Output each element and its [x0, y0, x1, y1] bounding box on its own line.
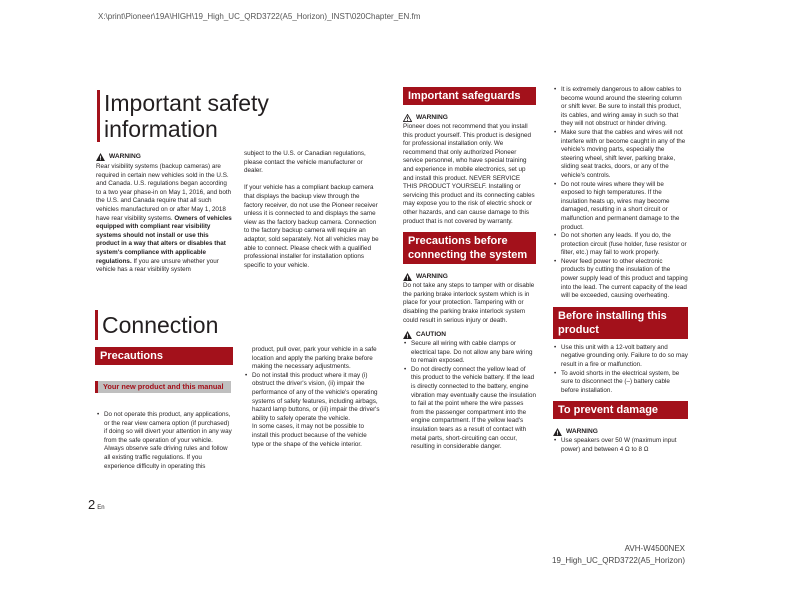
sub-bar-new-product: Your new product and this manual [95, 381, 231, 393]
safety-col1-intro: Rear visibility systems (backup cameras) are required in certain new vehicles sold in the U.S. and Canada. U.S. regulations began according to a two year phase-in on May 1, 2016, and both the U.S. and Canada require that all such vehicles manufactured on or after May 1, 2018 have rear visibility systems. [96, 163, 232, 222]
list-item: • Do not operate this product, any applications, or the rear view camera option (if purchased) if doing so will divert your attention in any way from the safe operation of your vehicle. Always observe safe driving rules and follow all existing traffic regulations. If you experience difficulty in operating this [104, 411, 232, 471]
warning-icon [403, 114, 412, 122]
prevent-list [553, 437, 688, 454]
connection-col2-end: In some cases, it may not be possible to install this product because of the vehicle type or the shape of the vehicle interior. [252, 423, 367, 448]
list-item: • Use this unit with a 12-volt battery and negative grounding only. Failure to do so may result in a fire or malfunction. [561, 344, 688, 370]
caution-icon [403, 331, 412, 339]
warning-icon [403, 273, 412, 281]
col3 [403, 87, 536, 452]
connection-col2-cont: product, pull over, park your vehicle in a safe location and apply the parking brake before making the necessary adjustments. [252, 346, 377, 371]
safety-col1-text [96, 163, 232, 275]
warning-label: WARNING [416, 114, 448, 121]
list-item: • Never feed power to other electronic products by cutting the insulation of the power supply lead of this product and tapping into the lead. The current capacity of the lead will be exceeded, causing overheating. [561, 258, 688, 301]
list-item: • Do not install this product where it may (i) obstruct the driver's vision, (ii) impair the performance of any of the vehicle's operating systems of safety features, including airbags, hazard lamp buttons, or (iii) impair the driver's ability to safely operate the vehicle. [252, 372, 380, 424]
warning-label: WARNING [416, 273, 448, 281]
safety-col2-text [244, 150, 380, 279]
warning-heading [96, 152, 232, 161]
list-item: • Use speakers over 50 W (maximum input power) and between 4 Ω to 8 Ω [561, 437, 688, 454]
precautions-before-bar: Precautions before connecting the system [403, 232, 536, 264]
page-number-suffix: En [97, 505, 105, 511]
connection-col1 [96, 411, 232, 471]
warning2-text: Do not take any steps to tamper with or disable the parking brake interlock system which is in place for your protection. Tampering with or disabling the parking brake interlock system could result in serious injury or death. [403, 282, 535, 324]
safeguards-bar: Important safeguards [403, 87, 536, 105]
list-item: • Secure all wiring with cable clamps or electrical tape. Do not allow any bare wiring to remain exposed. [411, 340, 536, 366]
footer-model [552, 543, 685, 567]
page-title-connection: Connection [95, 310, 242, 340]
safety-col2-para1: subject to the U.S. or Canadian regulations, please contact the vehicle manufacturer or dealer. [244, 150, 366, 175]
model-name: AVH-W4500NEX [624, 544, 685, 553]
page-number [88, 497, 105, 512]
precautions-bar: Precautions [95, 347, 233, 365]
warning-heading [553, 427, 688, 436]
list-item: • It is extremely dangerous to allow cables to become wound around the steering column or shift lever. Be sure to install this product, its cables, and wiring away in such so that they will not obstruct or hinder driving. [561, 86, 688, 129]
safeguards-text: Pioneer does not recommend that you install this product yourself. This product is designed for professional installation only. We recommend that only authorized Pioneer service personnel, who have special training and experience in mobile electronics, set up and install this product. NEVER SERVICE THIS PRODUCT YOURSELF. Installing or servicing this product and its connecting cables may expose you to the risk of electric shock or other hazards, and can cause damage to this product that is not covered by warranty. [403, 123, 535, 225]
warning-label: WARNING [566, 428, 598, 436]
caution-list [403, 340, 536, 452]
prevent-damage-bar: To prevent damage [553, 401, 688, 419]
safety-col1-bold: Owners of vehicles equipped with compliant rear visibility systems should not install or use this product in a way that alters or disables that system's compliance with applicable regulations. [96, 214, 232, 265]
title-line-2: information [104, 116, 218, 142]
title-line-1: Important safety [104, 90, 269, 116]
safety-warning-block [96, 152, 232, 275]
page-title-safety [97, 90, 304, 142]
caution-label: CAUTION [416, 331, 447, 339]
list-item: • Do not directly connect the yellow lead of this product to the vehicle battery. If the lead is directly connected to the battery, engine vibration may eventually cause the insulation to fail at the point where the wire passes from the passenger compartment into the engine compartment. If the yellow lead's insulation tears as a result of contact with metal parts, short-circuiting can occur, resulting in considerable danger. [411, 366, 536, 452]
list-item: • To avoid shorts in the electrical system, be sure to disconnect the (–) battery cable before installation. [561, 370, 688, 396]
before-installing-bar: Before installing this product [553, 307, 688, 339]
col4 [553, 86, 688, 455]
list-item: • Make sure that the cables and wires will not interfere with or become caught in any of the vehicle's moving parts, especially the steering wheel, shift lever, parking brake, sliding seat tracks, doors, or any of the vehicle's controls. [561, 129, 688, 181]
before-list [553, 344, 688, 396]
warning-label: WARNING [109, 153, 141, 160]
safety-col2-para2: If your vehicle has a compliant backup camera that displays the backup view through the factory receiver, do not use the Pioneer receiver unless it is connected to and displays the same view as the factory backup camera. Connection to the factory backup camera will require an adaptor, sold separately. Not all vehicles may be able to connect. Please check with a qualified professional installer for installation options specific to your vehicle. [244, 184, 379, 269]
page-number-value: 2 [88, 497, 96, 512]
file-path: X:\print\Pioneer\19A\HIGH\19_High_UC_QRD3722(A5_Horizon)_INST\020Chapter_EN.fm [98, 12, 421, 21]
warning-heading [403, 272, 536, 281]
warning-heading [403, 113, 536, 122]
warning-icon [96, 153, 105, 161]
safety-col1-end: If you are unsure whether your vehicle has a rear visibility system [96, 257, 219, 274]
connection-col2 [244, 346, 380, 449]
col4-list [553, 86, 688, 301]
list-item: • Do not shorten any leads. If you do, the protection circuit (fuse holder, fuse resistor or filter, etc.) may fail to work properly. [561, 232, 688, 258]
warning-icon [553, 428, 562, 436]
doc-code: 19_High_UC_QRD3722(A5_Horizon) [552, 556, 685, 565]
caution-heading [403, 330, 536, 339]
list-item: • Do not route wires where they will be exposed to high temperatures. If the insulation heats up, wires may become damaged, resulting in a short circuit or malfunction and permanent damage to the product. [561, 181, 688, 233]
